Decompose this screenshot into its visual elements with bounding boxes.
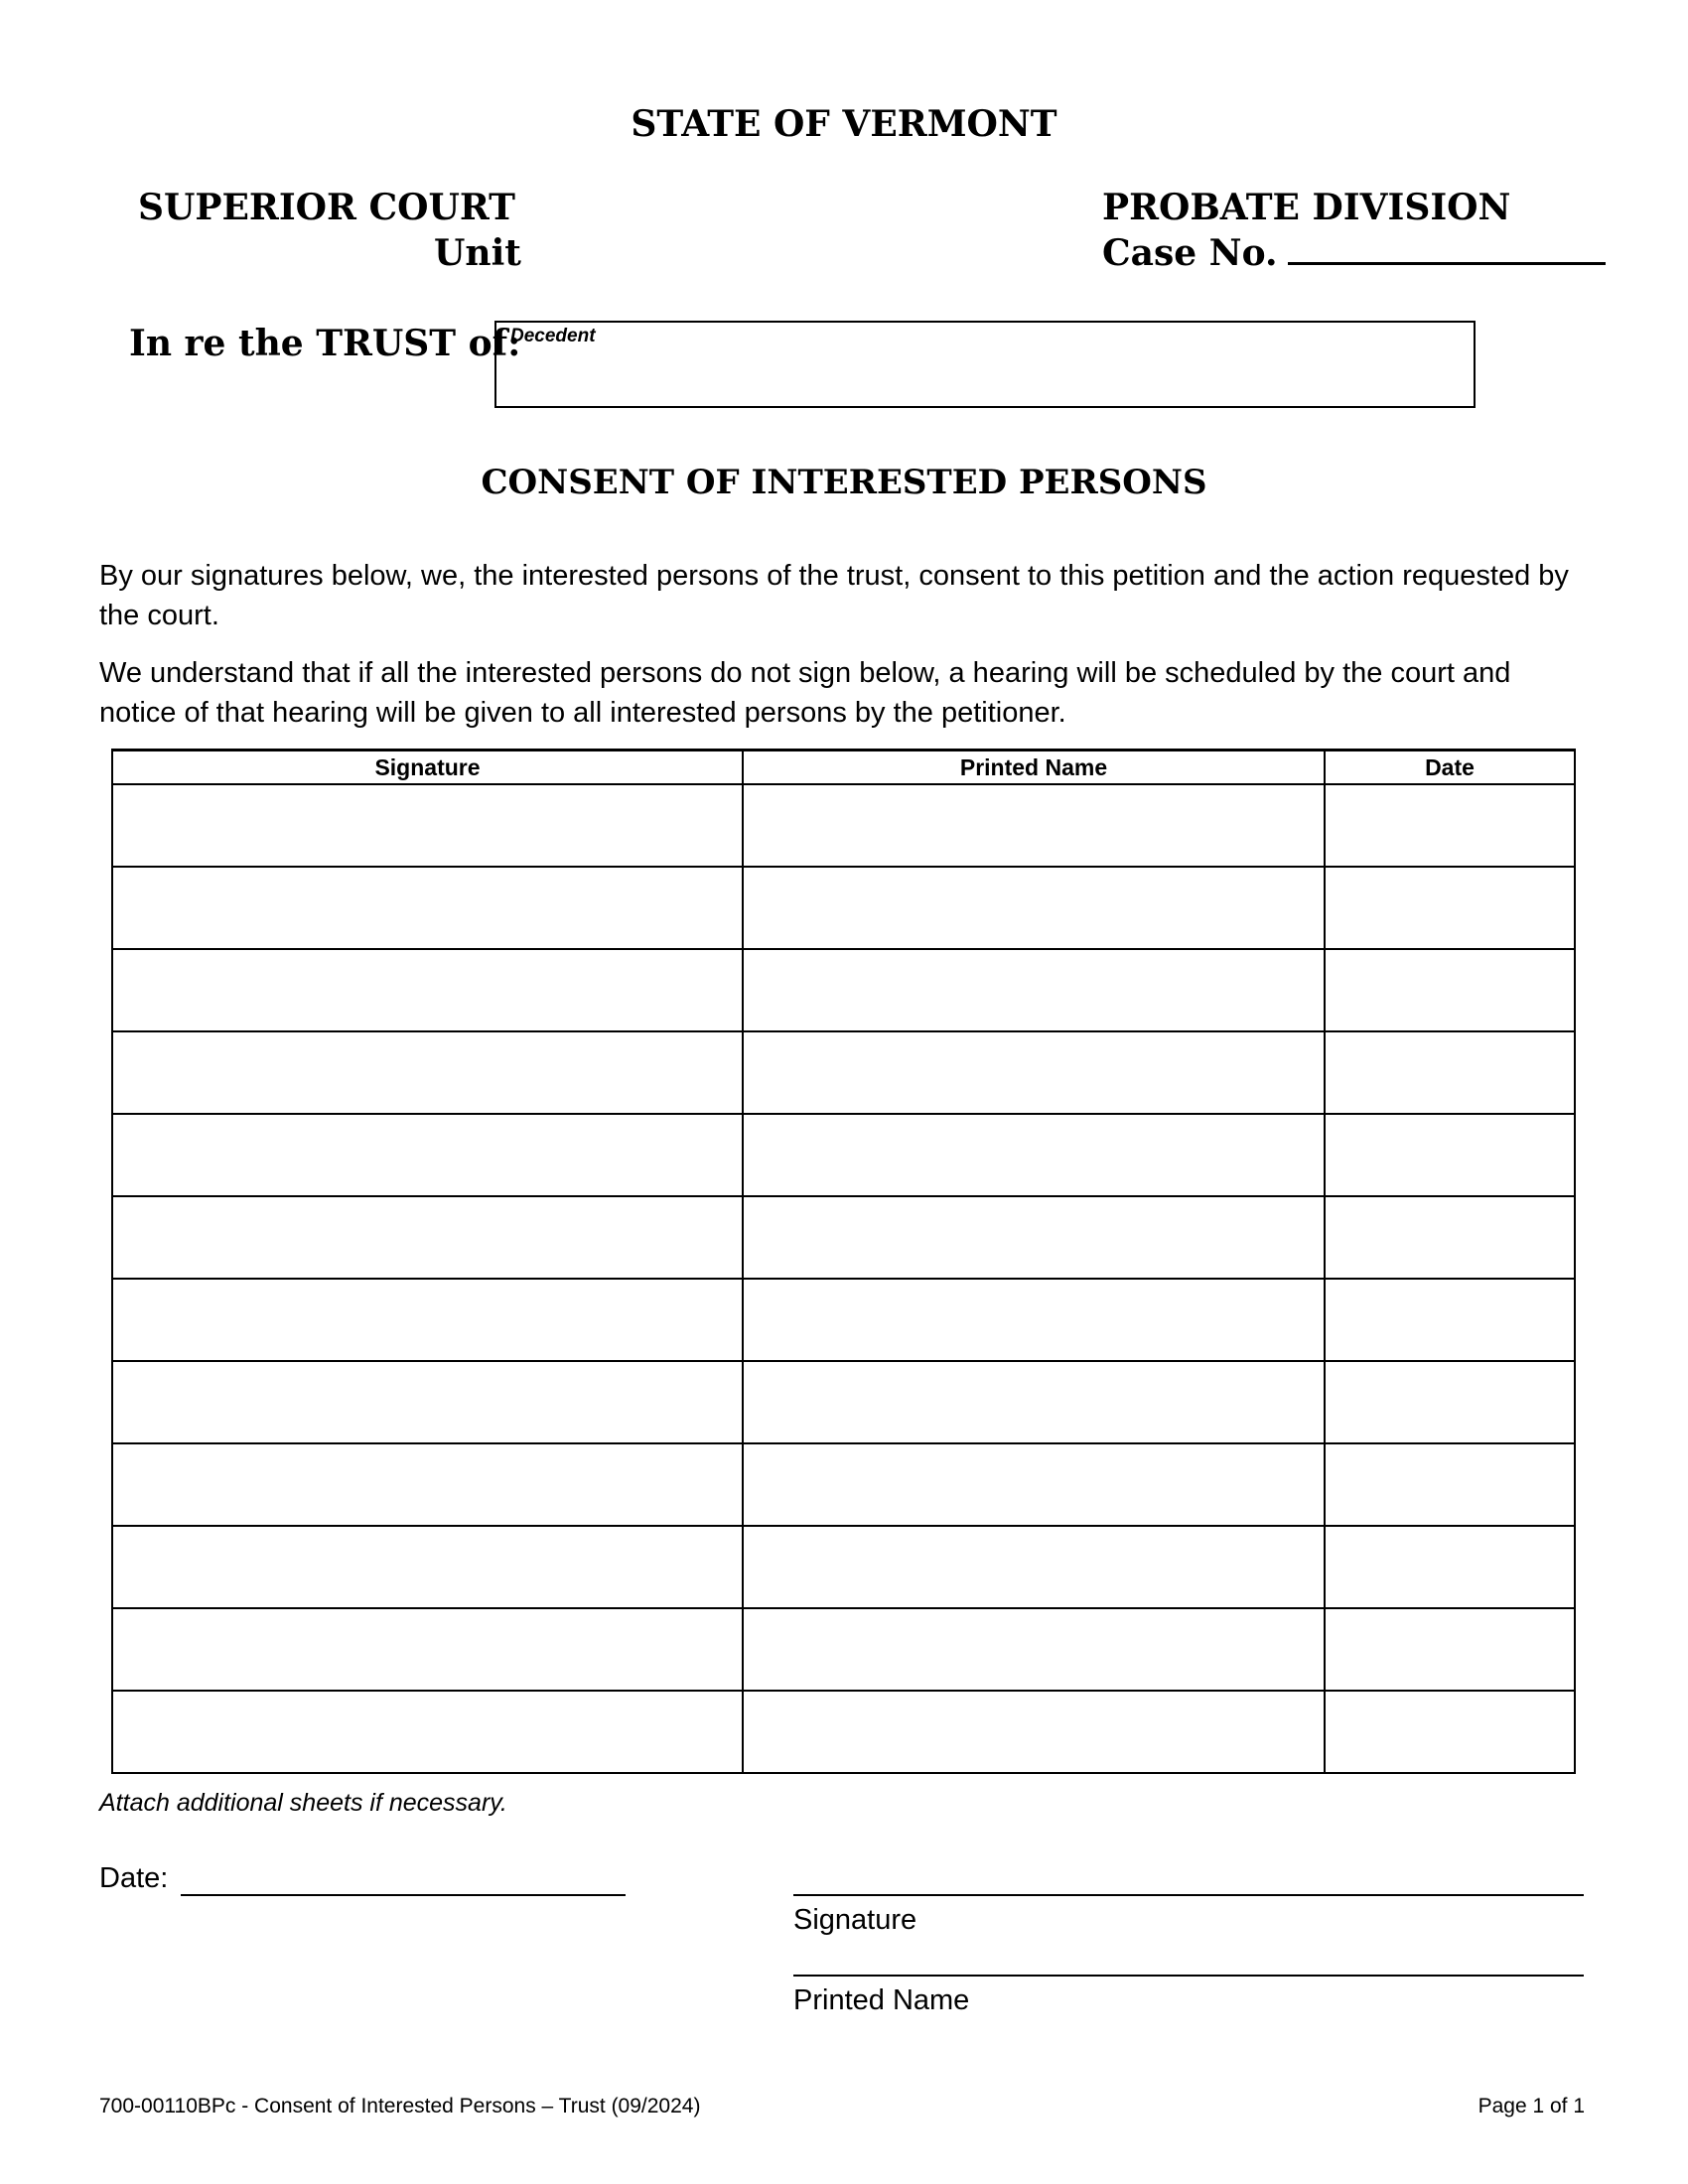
case-number-field[interactable] — [1102, 232, 1606, 274]
signature-cell[interactable] — [112, 1361, 743, 1443]
date-cell[interactable] — [1325, 1443, 1575, 1526]
printed-name-cell[interactable] — [743, 1691, 1325, 1773]
signature-cell[interactable] — [112, 1443, 743, 1526]
table-row — [112, 1361, 1575, 1443]
date-cell[interactable] — [1325, 1691, 1575, 1773]
signature-cell[interactable] — [112, 1691, 743, 1773]
table-row — [112, 949, 1575, 1031]
form-title: CONSENT OF INTERESTED PERSONS — [481, 463, 1207, 502]
printed-name-caption: Printed Name — [793, 1984, 970, 2016]
table-row — [112, 1279, 1575, 1361]
date-cell[interactable] — [1325, 1196, 1575, 1279]
division-name: PROBATE DIVISION — [1102, 187, 1511, 228]
printed-name-cell[interactable] — [743, 1361, 1325, 1443]
signature-cell[interactable] — [112, 1279, 743, 1361]
date-cell[interactable] — [1325, 867, 1575, 949]
table-row — [112, 1608, 1575, 1691]
printed-name-cell[interactable] — [743, 784, 1325, 867]
date-cell[interactable] — [1325, 1526, 1575, 1608]
printed-name-cell[interactable] — [743, 1443, 1325, 1526]
table-row — [112, 1526, 1575, 1608]
footer-page-number: Page 1 of 1 — [1477, 2095, 1585, 2117]
signature-cell[interactable] — [112, 949, 743, 1031]
signature-cell[interactable] — [112, 1526, 743, 1608]
printed-name-cell[interactable] — [743, 949, 1325, 1031]
date-line[interactable] — [181, 1894, 626, 1896]
printed-name-cell[interactable] — [743, 1526, 1325, 1608]
signature-cell[interactable] — [112, 1114, 743, 1196]
column-header-printed-name: Printed Name — [743, 751, 1325, 785]
column-header-date: Date — [1325, 751, 1575, 785]
table-row — [112, 1443, 1575, 1526]
decedent-field[interactable] — [494, 321, 1476, 408]
printed-name-cell[interactable] — [743, 867, 1325, 949]
footer-form-id: 700-00110BPc - Consent of Interested Persons – Trust (09/2024) — [99, 2095, 701, 2117]
table-row — [112, 1031, 1575, 1114]
printed-name-cell[interactable] — [743, 1031, 1325, 1114]
printed-name-cell[interactable] — [743, 1196, 1325, 1279]
date-cell[interactable] — [1325, 1279, 1575, 1361]
hearing-paragraph: We understand that if all the interested persons do not sign below, a hearing will be scheduled by the court and notice of that hearing will be given to all interested persons by the petitioner. — [99, 657, 1511, 729]
column-header-signature: Signature — [112, 751, 743, 785]
unit-label: Unit — [434, 232, 521, 274]
attach-note: Attach additional sheets if necessary. — [99, 1789, 507, 1817]
date-label: Date: — [99, 1862, 169, 1894]
signature-cell[interactable] — [112, 1196, 743, 1279]
state-title: STATE OF VERMONT — [631, 103, 1057, 145]
case-number-line[interactable] — [1288, 232, 1606, 265]
date-cell[interactable] — [1325, 1608, 1575, 1691]
table-row — [112, 1196, 1575, 1279]
printed-name-cell[interactable] — [743, 1114, 1325, 1196]
in-re-trust-label: In re the TRUST of: — [129, 323, 521, 364]
date-cell[interactable] — [1325, 1114, 1575, 1196]
printed-name-line[interactable] — [793, 1975, 1584, 1977]
table-row — [112, 1691, 1575, 1773]
consent-paragraph: By our signatures below, we, the interested persons of the trust, consent to this petition and the action requested by the court. — [99, 560, 1569, 631]
date-cell[interactable] — [1325, 784, 1575, 867]
decedent-label: Decedent — [510, 326, 596, 346]
signature-cell[interactable] — [112, 867, 743, 949]
table-row — [112, 1114, 1575, 1196]
table-row — [112, 867, 1575, 949]
date-cell[interactable] — [1325, 1031, 1575, 1114]
table-row — [112, 784, 1575, 867]
date-cell[interactable] — [1325, 949, 1575, 1031]
case-number-label: Case No. — [1102, 232, 1278, 274]
date-cell[interactable] — [1325, 1361, 1575, 1443]
signature-table — [111, 749, 1576, 1774]
signature-cell[interactable] — [112, 784, 743, 867]
table-header-row — [112, 751, 1575, 785]
signature-cell[interactable] — [112, 1608, 743, 1691]
signature-cell[interactable] — [112, 1031, 743, 1114]
printed-name-cell[interactable] — [743, 1279, 1325, 1361]
signature-caption: Signature — [793, 1904, 917, 1936]
court-name: SUPERIOR COURT — [138, 187, 515, 228]
signature-line[interactable] — [793, 1894, 1584, 1896]
printed-name-cell[interactable] — [743, 1608, 1325, 1691]
